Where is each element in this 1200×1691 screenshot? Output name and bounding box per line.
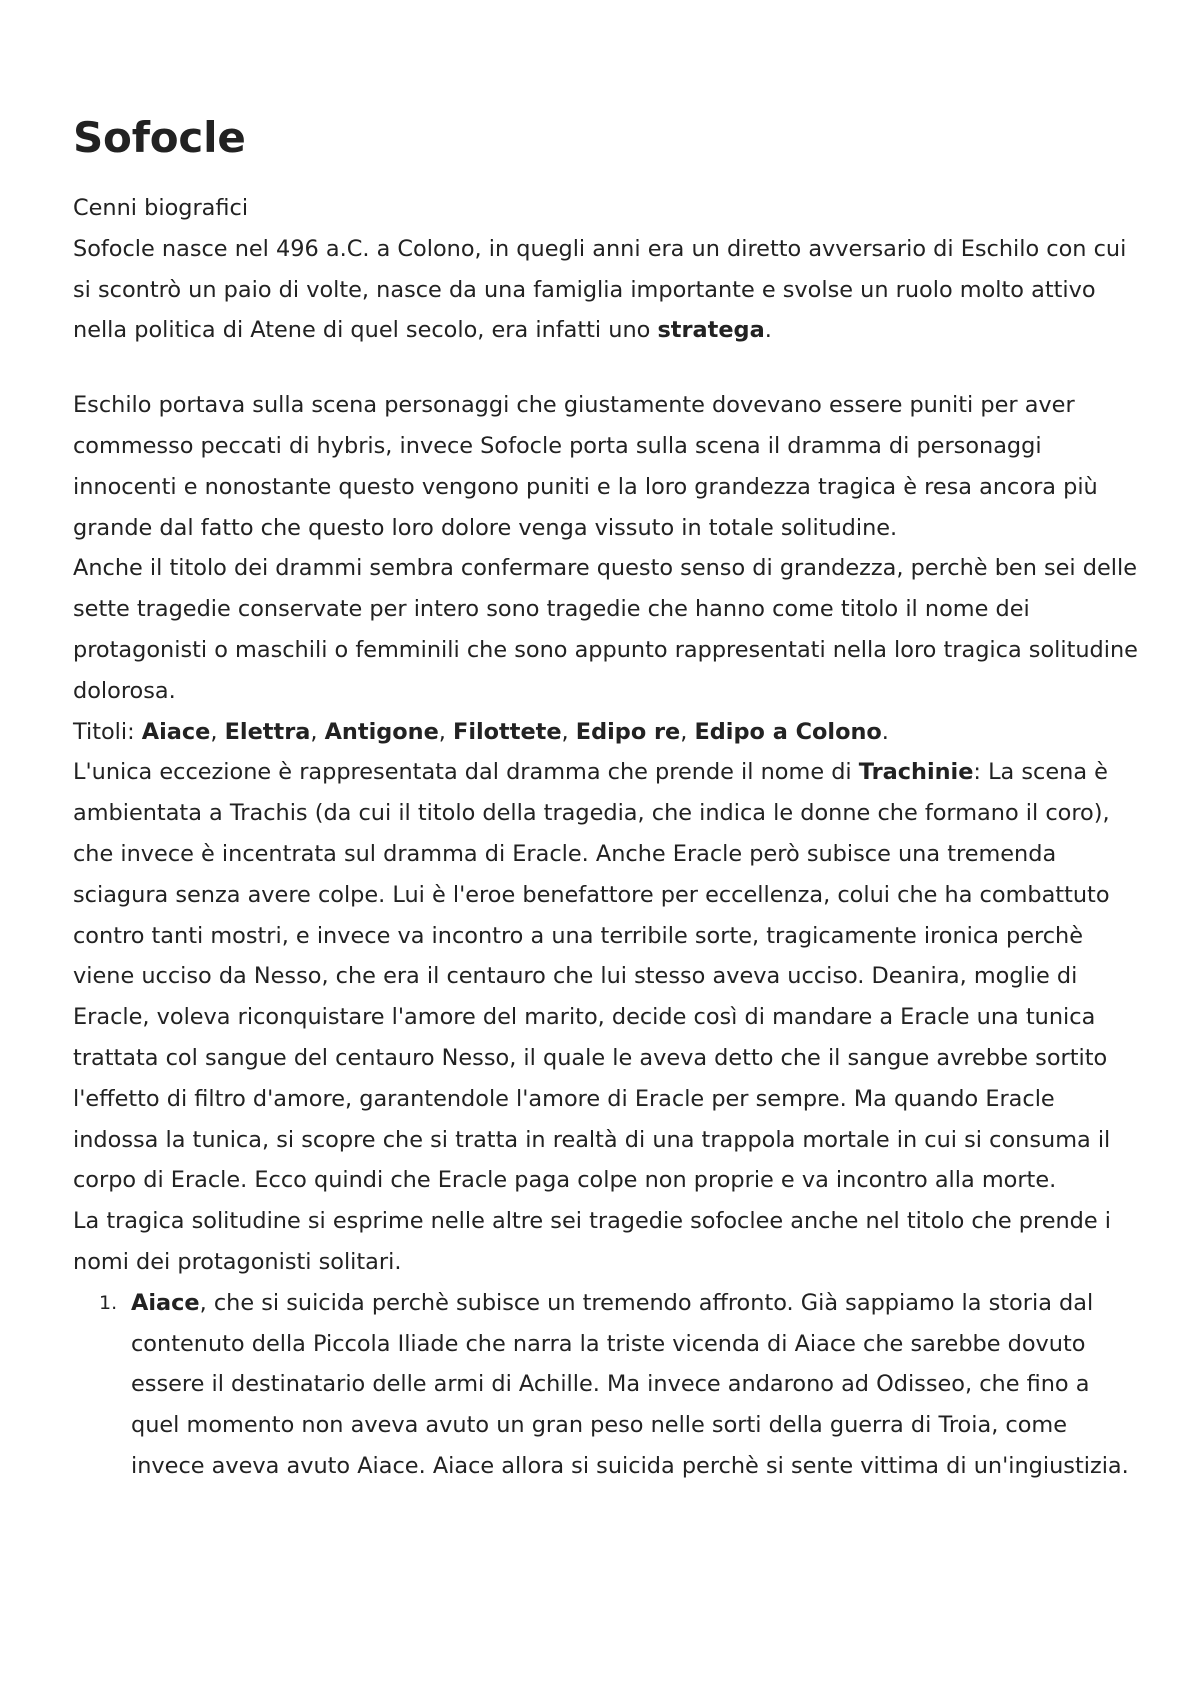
title-separator: ,: [680, 718, 695, 745]
title-separator: ,: [210, 718, 225, 745]
document-title: Sofocle: [73, 113, 246, 162]
titles-paragraph: [73, 712, 1140, 753]
section-heading: Cenni biografici: [73, 195, 249, 221]
trachinie-rest: : La scena è ambientata a Trachis (da cui il titolo della tragedia, che indica le donne che formano il coro), che invece è incentrata sul dramma di Eracle. Anche Eracle però subisce una tremenda sciagura senza avere colpe. Lui è l'eroe benefattore per eccellenza, colui che ha combattuto contro tanti mostri, e invece va incontro a una terribile sorte, tragicamente ironica perchè viene ucciso da Nesso, che era il centauro che lui stesso aveva ucciso. Deanira, moglie di Eracle, voleva riconquistare l'amore del marito, decide così di mandare a Eracle una tunica trattata col sangue del centauro Nesso, il quale le aveva detto che il sangue avrebbe sortito l'effetto di filtro d'amore, garantendole l'amore di Eracle per sempre. Ma quando Eracle indossa la tunica, si scopre che si tratta in realtà di una trappola mortale in cui si consuma il corpo di Eracle. Ecco quindi che Eracle paga colpe non proprie e va incontro alla morte.: [73, 759, 1111, 1194]
title-edipo-a-colono: Edipo a Colono: [694, 718, 882, 745]
title-separator: ,: [310, 718, 325, 745]
eschilo-paragraph: Eschilo portava sulla scena personaggi che giustamente dovevano essere puniti per aver commesso peccati di hybris, invece Sofocle porta sulla scena il dramma di personaggi innocenti e nonostante questo vengono puniti e la loro grandezza tragica è resa ancora più grande dal fatto che questo loro dolore venga vissuto in totale solitudine.: [73, 392, 1098, 541]
titolo-paragraph: Anche il titolo dei drammi sembra confermare questo senso di grandezza, perchè ben sei delle sette tragedie conservate per intero sono tragedie che hanno come titolo il nome dei protagonisti o maschili o femminili che sono appunto rappresentati nella loro tragica solitudine dolorosa.: [73, 555, 1138, 704]
trachinie-paragraph: [73, 752, 1140, 1201]
trachinie-bold-term: Trachinie: [858, 759, 974, 786]
bio-bold-term: stratega: [657, 317, 765, 344]
trachinie-start: L'unica eccezione è rappresentata dal dramma che prende il nome di: [73, 759, 859, 786]
list-item: [73, 1283, 1140, 1487]
title-antigone: Antigone: [324, 718, 439, 745]
document-body: [73, 188, 1140, 1487]
bio-end: .: [764, 317, 772, 344]
title-aiace: Aiace: [141, 718, 211, 745]
title-separator: ,: [438, 718, 454, 745]
titles-label: Titoli:: [73, 718, 142, 745]
bio-text: Sofocle nasce nel 496 a.C. a Colono, in quegli anni era un diretto avversario di Eschilo con cui si scontrò un paio di volte, nasce da una famiglia importante e svolse un ruolo molto attivo nella politica di Atene di quel secolo, era infatti uno: [73, 235, 1127, 344]
titles-end: .: [881, 718, 889, 745]
list-item-text: , che si suicida perchè subisce un tremendo affronto. Già sappiamo la storia dal contenuto della Piccola Iliade che narra la triste vicenda di Aiace che sarebbe dovuto essere il destinatario delle armi di Achille. Ma invece andarono ad Odisseo, che fino a quel momento non aveva avuto un gran peso nelle sorti della guerra di Troia, come invece aveva avuto Aiace. Aiace allora si suicida perchè si sente vittima di un'ingiustizia.: [131, 1289, 1129, 1479]
paragraph-spacer: [73, 351, 1140, 385]
title-elettra: Elettra: [224, 718, 311, 745]
solitudine-paragraph: La tragica solitudine si esprime nelle altre sei tragedie sofoclee anche nel titolo che prende i nomi dei protagonisti solitari.: [73, 1208, 1111, 1275]
bio-paragraph: [73, 229, 1140, 351]
title-separator: ,: [561, 718, 576, 745]
list-item-number: 1.: [99, 1291, 118, 1314]
title-edipo-re: Edipo re: [575, 718, 681, 745]
list-item-bold-term: Aiace: [131, 1289, 200, 1316]
tragedies-list: [73, 1283, 1140, 1487]
title-filottete: Filottete: [453, 718, 562, 745]
